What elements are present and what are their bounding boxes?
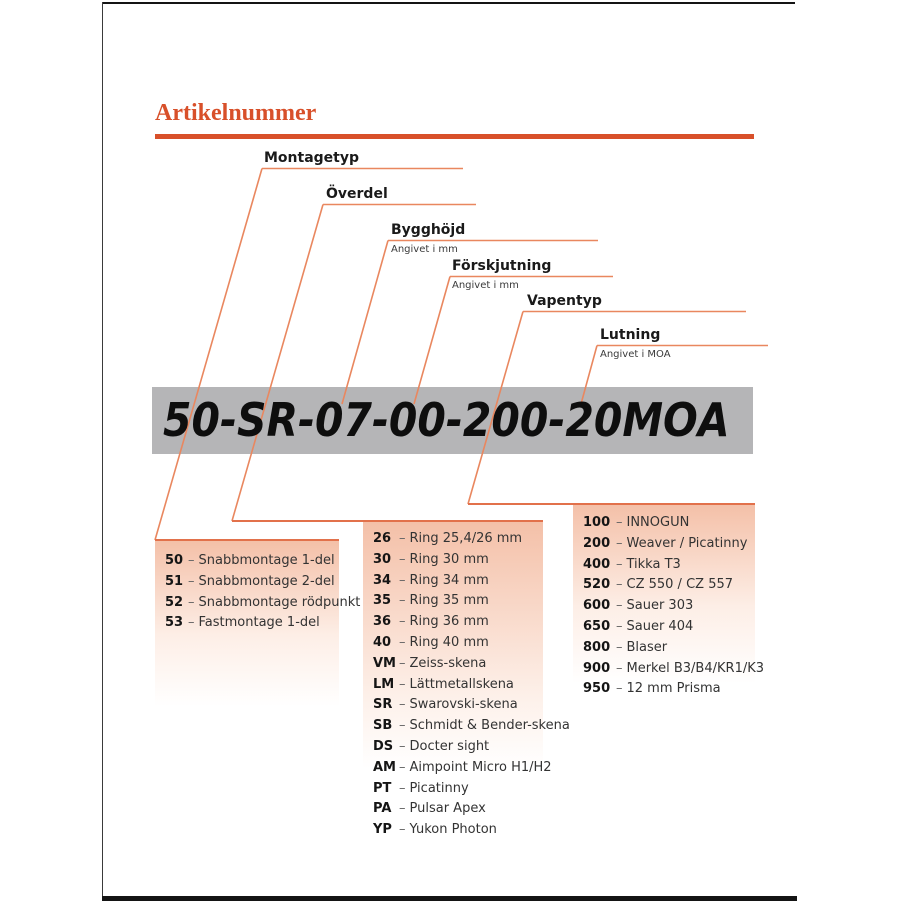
- legend-vapentyp: [573, 503, 765, 708]
- item-label: Blaser: [626, 639, 668, 655]
- field-note: Angivet i mm: [391, 244, 458, 255]
- item-label: Swarovski-skena: [409, 697, 518, 713]
- item-code: 520: [583, 577, 611, 593]
- list-item: [583, 513, 755, 534]
- item-label: CZ 550 / CZ 557: [626, 577, 734, 593]
- item-separator: –: [399, 593, 406, 609]
- item-code: 200: [583, 535, 611, 551]
- item-code: 26: [373, 531, 392, 546]
- list-item: [583, 575, 755, 596]
- item-label: Schmidt & Bender-skena: [409, 718, 570, 734]
- item-code: 34: [373, 572, 392, 588]
- item-separator: –: [616, 598, 623, 614]
- item-label: Pulsar Apex: [409, 801, 486, 817]
- item-separator: –: [188, 615, 195, 631]
- field-label: Förskjutning: [452, 258, 552, 274]
- field-note: Angivet i mm: [452, 280, 519, 291]
- list-item: [373, 737, 543, 758]
- item-code: LM: [373, 676, 395, 692]
- list-item: [165, 593, 361, 614]
- item-separator: –: [188, 594, 195, 610]
- legend-overdel: [363, 520, 570, 838]
- list-item: [373, 716, 570, 737]
- item-label: 12 mm Prisma: [626, 681, 721, 697]
- item-code: 400: [583, 556, 611, 572]
- item-code: 51: [165, 573, 184, 589]
- list-item: [373, 529, 543, 550]
- list-item: [373, 675, 543, 696]
- item-label: Ring 30 mm: [409, 551, 489, 567]
- item-separator: –: [399, 822, 406, 838]
- item-separator: –: [399, 634, 406, 650]
- field-lutning: [600, 327, 671, 361]
- field-forskjutning: [452, 258, 551, 292]
- item-separator: –: [188, 553, 195, 568]
- list-item: [373, 695, 543, 716]
- field-note: Angivet i MOA: [600, 349, 671, 360]
- field-label: Bygghöjd: [391, 222, 466, 238]
- item-separator: –: [616, 515, 623, 530]
- item-separator: –: [399, 759, 406, 775]
- item-code: 52: [165, 594, 184, 610]
- connector-overdel: [232, 205, 323, 522]
- item-separator: –: [399, 614, 406, 630]
- list-item: [373, 820, 543, 841]
- item-label: Lättmetallskena: [409, 676, 514, 692]
- item-code: AM: [373, 759, 396, 775]
- connector-forskjutning: [414, 277, 450, 405]
- item-label: Ring 34 mm: [409, 572, 489, 588]
- item-label: INNOGUN: [626, 515, 690, 530]
- item-code: YP: [373, 822, 392, 838]
- item-label: Picatinny: [409, 780, 469, 796]
- legend-montagetyp: [155, 539, 361, 729]
- list-item: [165, 613, 339, 634]
- page-title: Artikelnummer: [155, 100, 317, 126]
- item-code: 50: [165, 553, 184, 568]
- item-label: Sauer 303: [626, 598, 694, 614]
- item-code: 650: [583, 618, 611, 634]
- item-separator: –: [616, 681, 623, 697]
- item-code: 53: [165, 615, 184, 631]
- item-label: Snabbmontage 2-del: [198, 573, 335, 589]
- item-label: Merkel B3/B4/KR1/K3: [626, 660, 765, 676]
- item-label: Ring 25,4/26 mm: [409, 531, 523, 546]
- item-label: Ring 40 mm: [409, 634, 489, 650]
- list-item: [373, 612, 543, 633]
- field-montagetyp: [264, 150, 359, 167]
- item-label: Fastmontage 1-del: [198, 615, 320, 631]
- field-label: Överdel: [326, 186, 388, 202]
- list-item: [583, 679, 755, 700]
- list-item: [165, 551, 339, 572]
- item-code: 36: [373, 614, 392, 630]
- item-label: Aimpoint Micro H1/H2: [409, 759, 552, 775]
- item-code: VM: [373, 655, 396, 671]
- list-item: [373, 779, 543, 800]
- item-label: Docter sight: [409, 738, 490, 754]
- item-label: Weaver / Picatinny: [626, 535, 748, 551]
- item-separator: –: [616, 556, 623, 572]
- item-code: 40: [373, 634, 392, 650]
- list-item: [583, 534, 755, 555]
- item-code: DS: [373, 738, 394, 754]
- item-separator: –: [616, 577, 623, 593]
- item-separator: –: [188, 573, 195, 589]
- list-item: [583, 617, 755, 638]
- item-code: SB: [373, 718, 393, 734]
- item-code: PT: [373, 780, 392, 796]
- item-separator: –: [399, 655, 406, 671]
- item-separator: –: [616, 535, 623, 551]
- list-item: [373, 758, 552, 779]
- field-label: Vapentyp: [527, 293, 602, 309]
- item-separator: –: [399, 572, 406, 588]
- field-bygghojd: [391, 222, 465, 256]
- item-label: Snabbmontage rödpunkt: [198, 594, 361, 610]
- item-label: Snabbmontage 1-del: [198, 553, 335, 568]
- item-separator: –: [399, 738, 406, 754]
- item-separator: –: [399, 551, 406, 567]
- item-label: Zeiss-skena: [409, 655, 487, 671]
- field-label: Montagetyp: [264, 150, 360, 166]
- item-code: 100: [583, 515, 611, 530]
- list-item: [583, 555, 755, 576]
- list-item: [165, 572, 339, 593]
- field-label: Lutning: [600, 327, 661, 343]
- field-vapentyp: [527, 293, 602, 310]
- item-separator: –: [399, 801, 406, 817]
- item-code: 950: [583, 681, 611, 697]
- item-code: PA: [373, 801, 392, 817]
- list-item: [373, 633, 543, 654]
- list-item: [583, 659, 765, 680]
- list-item: [373, 550, 543, 571]
- item-code: 900: [583, 660, 611, 676]
- item-label: Ring 35 mm: [409, 593, 489, 609]
- list-item: [583, 638, 755, 659]
- item-label: Tikka T3: [626, 556, 681, 572]
- item-separator: –: [399, 697, 406, 713]
- list-item: [583, 596, 755, 617]
- item-label: Ring 36 mm: [409, 614, 489, 630]
- item-separator: –: [616, 660, 623, 676]
- item-separator: –: [616, 639, 623, 655]
- item-code: 600: [583, 598, 611, 614]
- item-label: Yukon Photon: [409, 822, 497, 838]
- item-separator: –: [399, 676, 406, 692]
- item-separator: –: [616, 618, 623, 634]
- list-item: [373, 571, 543, 592]
- item-code: 30: [373, 551, 392, 567]
- item-label: Sauer 404: [626, 618, 694, 634]
- item-separator: –: [399, 780, 406, 796]
- list-item: [373, 799, 543, 820]
- item-code: 800: [583, 639, 611, 655]
- connector-bygghojd: [342, 241, 388, 405]
- field-overdel: [326, 186, 388, 203]
- article-number-text: 50-SR-07-00-200-20MOA: [163, 393, 730, 447]
- item-separator: –: [399, 531, 406, 546]
- item-code: SR: [373, 697, 393, 713]
- item-code: 35: [373, 593, 392, 609]
- list-item: [373, 654, 543, 675]
- connector-montagetyp: [155, 169, 262, 541]
- item-separator: –: [399, 718, 406, 734]
- list-item: [373, 591, 543, 612]
